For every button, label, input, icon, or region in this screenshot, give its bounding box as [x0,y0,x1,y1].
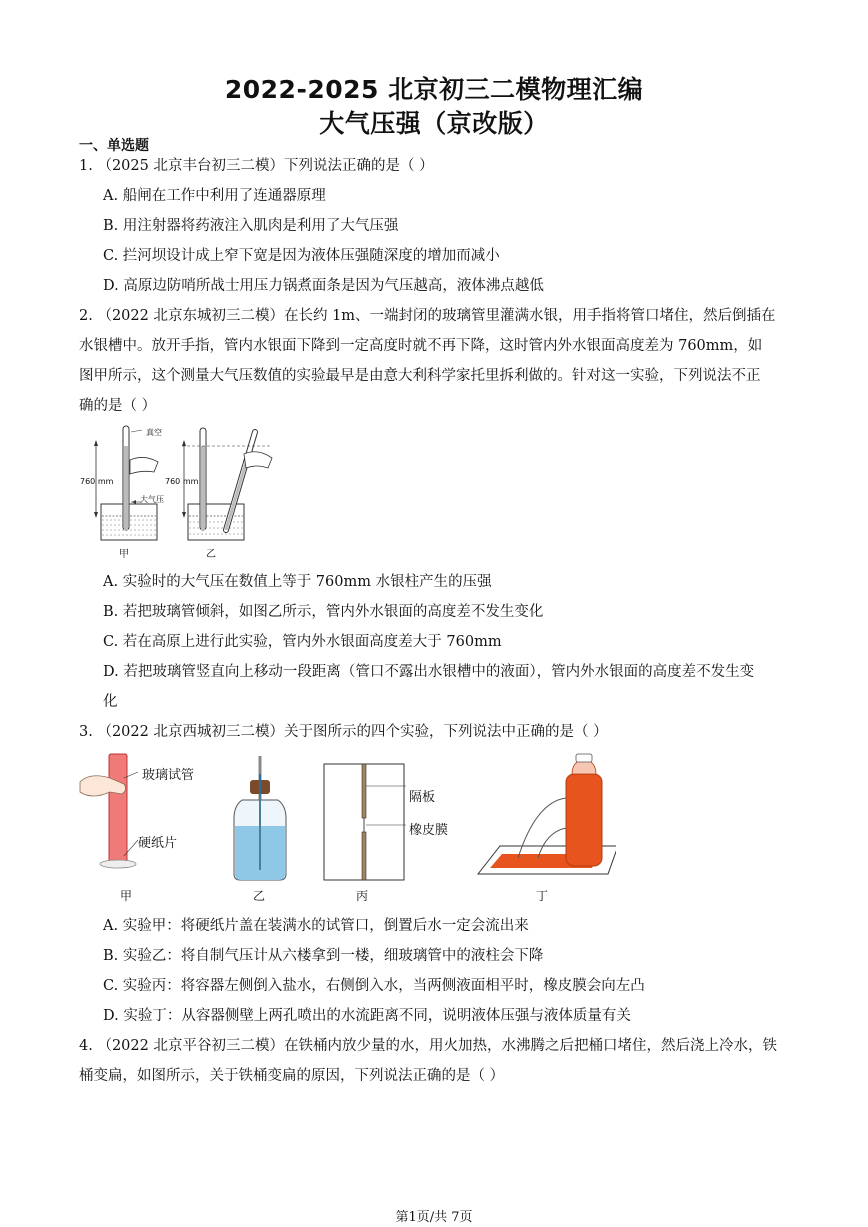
label-rubber-membrane: 橡皮膜 [409,823,449,838]
label-partition: 隔板 [409,790,436,805]
option-text: 高原边防哨所战士用压力锅煮面条是因为气压越高，液体沸点越低 [123,278,544,294]
q2-option-d[interactable] [103,663,754,681]
question-2-line-3: 图甲所示，这个测量大气压数值的实验最早是由意大利科学家托里拆利做的。针对这一实验，下列说法不正 [79,368,761,384]
question-2-line-1 [79,307,776,325]
option-text: 实验乙：将自制气压计从六楼拿到一楼，细玻璃管中的液柱会下降 [122,948,544,964]
question-number: 3. [79,724,93,740]
option-text: 若把玻璃管竖直向上移动一段距离（管口不露出水银槽中的液面），管内外水银面的高度差不发生变 [123,664,755,680]
question-text: （2022 北京东城初三二模）在长约 1m、一端封闭的玻璃管里灌满水银，用手指将管口堵住，然后倒插在 [97,308,776,324]
title-line-1: 2022-2025 北京初三二模物理汇编 [224,75,644,104]
option-text: 实验丁：从容器侧壁上两孔喷出的水流距离不同，说明液体压强与液体质量有关 [123,1008,631,1024]
label-height-yi: 760 mm [165,477,199,486]
question-4-line-2: 桶变扁，如图所示，关于铁桶变扁的原因，下列说法正确的是（ ） [79,1068,505,1084]
option-text: 拦河坝设计成上窄下宽是因为液体压强随深度的增加而减小 [122,248,500,264]
option-letter: A. [103,188,119,204]
title-line-2: 大气压强（京改版） [319,109,549,138]
caption-yi: 乙 [253,889,266,903]
q3-option-c[interactable] [103,977,645,995]
label-vacuum: 真空 [146,428,162,437]
figure-jia [80,754,138,868]
option-letter: D. [103,1008,119,1024]
label-atmospheric-pressure: 大气压 [140,495,164,504]
option-letter: C. [103,634,119,650]
caption-jia: 甲 [120,889,133,903]
question-3-header [79,723,608,741]
option-text: 若把玻璃管倾斜，如图乙所示，管内外水银面的高度差不发生变化 [122,604,544,620]
caption-yi: 乙 [206,549,216,560]
torricelli-figure [76,420,286,560]
figure-ding [478,754,616,874]
q3-option-b[interactable] [103,947,543,965]
question-number: 1. [79,158,93,174]
option-text: 实验丙：将容器左侧倒入盐水，右侧倒入水，当两侧液面相平时，橡皮膜会向左凸 [122,978,645,994]
caption-bing: 丙 [356,889,369,903]
q2-option-a[interactable] [103,573,492,591]
question-stem: 下列说法正确的是（ ） [283,158,434,174]
question-4-line-1 [79,1037,777,1055]
label-cardboard: 硬纸片 [138,836,178,851]
page-footer: 第1页/共 7页 [395,1210,473,1225]
q3-option-d[interactable] [103,1007,631,1025]
question-source: （2025 北京丰台初三二模） [97,158,284,174]
option-letter: B. [103,218,119,234]
option-text: 船闸在工作中利用了连通器原理 [122,188,326,204]
q2-option-b[interactable] [103,603,543,621]
option-letter: A. [103,574,119,590]
question-source: （2022 北京西城初三二模） [97,724,284,740]
question-2-line-2: 水银槽中。放开手指，管内水银面下降到一定高度时就不再下降，这时管内外水银面高度差为 760mm，如 [79,338,763,354]
q1-option-a[interactable] [103,187,326,205]
label-height-jia: 760 mm [80,477,114,486]
q2-option-d-continued: 化 [103,694,118,710]
option-letter: C. [103,248,119,264]
option-text: 用注射器将药液注入肌肉是利用了大气压强 [122,218,399,234]
q1-option-c[interactable] [103,247,500,265]
question-number: 4. [79,1038,93,1054]
option-text: 若在高原上进行此实验，管内外水银面高度差大于 760mm [122,634,502,650]
caption-jia: 甲 [119,549,129,560]
option-letter: B. [103,948,119,964]
option-text: 实验甲：将硬纸片盖在装满水的试管口，倒置后水一定会流出来 [122,918,529,934]
option-letter: D. [103,278,119,294]
question-2-line-4: 确的是（ ） [79,398,157,414]
figure-bing [324,764,406,880]
q1-option-d[interactable] [103,277,544,295]
section-heading: 一、单选题 [79,138,149,154]
q3-option-a[interactable] [103,917,529,935]
question-1-header [79,157,434,175]
option-letter: C. [103,978,119,994]
option-letter: D. [103,664,119,680]
figure-yi [234,756,286,880]
caption-ding: 丁 [536,889,549,903]
q2-option-c[interactable] [103,633,502,651]
question-stem: 关于图所示的四个实验，下列说法中正确的是（ ） [283,724,608,740]
option-letter: A. [103,918,119,934]
label-glass-tube: 玻璃试管 [142,768,195,783]
question-text: （2022 北京平谷初三二模）在铁桶内放少量的水，用火加热，水沸腾之后把桶口堵住，然后浇上冷水，铁 [97,1038,777,1054]
question-number: 2. [79,308,93,324]
option-text: 实验时的大气压在数值上等于 760mm 水银柱产生的压强 [122,574,492,590]
q1-option-b[interactable] [103,217,398,235]
option-letter: B. [103,604,119,620]
